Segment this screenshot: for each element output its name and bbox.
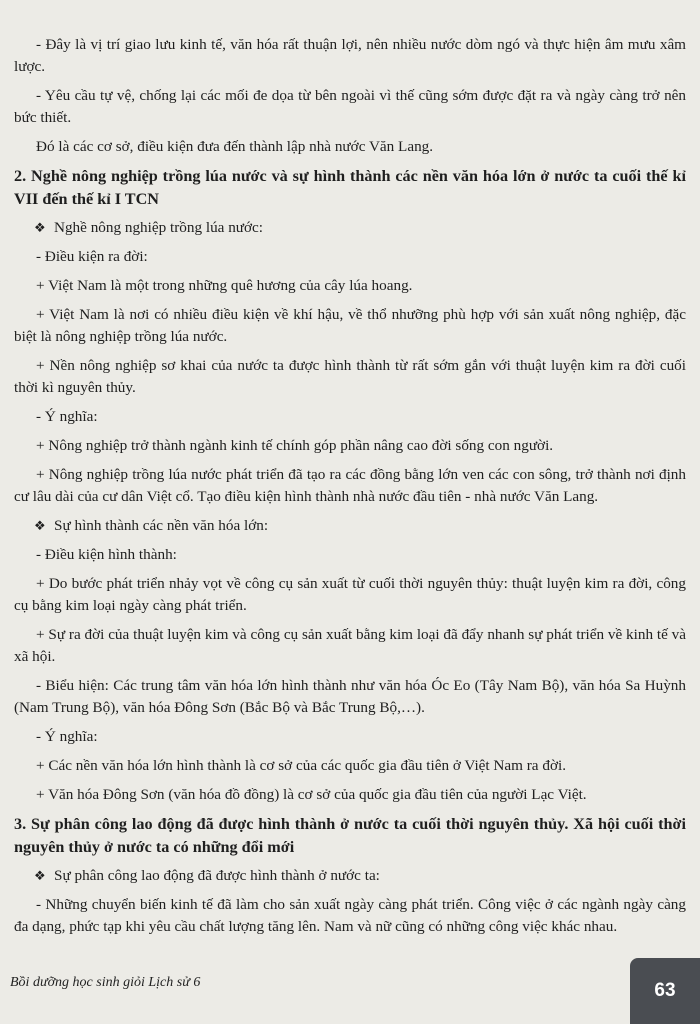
body-paragraph: + Do bước phát triển nhảy vọt về công cụ sản xuất từ cuối thời nguyên thủy: thuật luyện kim ra đời, công cụ bằng kim loại ngày càng phát triển. xyxy=(14,575,686,614)
bullet-item xyxy=(14,865,686,887)
bullet-text: Nghề nông nghiệp trồng lúa nước: xyxy=(54,219,264,236)
body-paragraph: + Nền nông nghiệp sơ khai của nước ta được hình thành từ rất sớm gắn với thuật luyện kim ra đời cuối thời kì nguyên thủy. xyxy=(14,357,686,396)
body-paragraph: - Điều kiện ra đời: xyxy=(36,248,148,265)
book-title: Bồi dưỡng học sinh giỏi Lịch sử 6 xyxy=(10,975,201,990)
body-paragraph: - Ý nghĩa: xyxy=(36,408,98,425)
body-paragraph: + Nông nghiệp trồng lúa nước phát triển đã tạo ra các đồng bằng lớn ven các con sông, trở thành nơi định cư lâu dài của cư dân Việt cổ. Tạo điều kiện hình thành nhà nước đầu tiên - nhà nước Văn Lang. xyxy=(14,466,686,505)
page-body xyxy=(14,34,686,945)
body-paragraph: - Yêu cầu tự vệ, chống lại các mối đe dọa từ bên ngoài vì thế cũng sớm được đặt ra và ngày càng trở nên bức thiết. xyxy=(14,87,686,126)
diamond-bullet-icon: ❖ xyxy=(34,868,46,883)
body-paragraph: Đó là các cơ sở, điều kiện đưa đến thành lập nhà nước Văn Lang. xyxy=(36,138,434,155)
page-number: 63 xyxy=(654,980,676,1001)
body-paragraph: + Việt Nam là nơi có nhiều điều kiện về khí hậu, về thổ nhưỡng phù hợp với sản xuất nông nghiệp, đặc biệt là nông nghiệp trồng lúa nước. xyxy=(14,306,686,345)
diamond-bullet-icon: ❖ xyxy=(34,518,46,533)
body-paragraph: + Việt Nam là một trong những quê hương của cây lúa hoang. xyxy=(36,277,413,294)
body-paragraph: + Các nền văn hóa lớn hình thành là cơ sở của các quốc gia đầu tiên ở Việt Nam ra đời. xyxy=(36,757,566,774)
body-paragraph: - Đây là vị trí giao lưu kinh tế, văn hóa rất thuận lợi, nên nhiều nước dòm ngó và thực hiện âm mưu xâm lược. xyxy=(14,36,686,75)
section-heading: 3. Sự phân công lao động đã được hình thành ở nước ta cuối thời nguyên thủy. Xã hội cuối thời nguyên thủy ở nước ta có những đổi mới xyxy=(14,815,686,856)
page-number-tab xyxy=(630,958,700,1024)
body-paragraph: + Sự ra đời của thuật luyện kim và công cụ sản xuất bằng kim loại đã đẩy nhanh sự phát triển về kinh tế và xã hội. xyxy=(14,626,686,665)
bullet-text: Sự phân công lao động đã được hình thành ở nước ta: xyxy=(54,867,380,884)
body-paragraph: - Biểu hiện: Các trung tâm văn hóa lớn hình thành như văn hóa Óc Eo (Tây Nam Bộ), văn hóa Sa Huỳnh (Nam Trung Bộ), văn hóa Đông Sơn (Bắc Bộ và Bắc Trung Bộ,…). xyxy=(14,677,686,716)
body-paragraph: - Những chuyển biến kinh tế đã làm cho sản xuất ngày càng phát triển. Công việc ở các ngành ngày càng đa dạng, phức tạp khi yêu cầu chất lượng tăng lên. Nam và nữ cũng có những công việc khác nhau. xyxy=(14,896,686,935)
body-paragraph: + Nông nghiệp trở thành ngành kinh tế chính góp phần nâng cao đời sống con người. xyxy=(36,437,554,454)
bullet-text: Sự hình thành các nền văn hóa lớn: xyxy=(54,517,269,534)
body-paragraph: - Điều kiện hình thành: xyxy=(36,546,177,563)
diamond-bullet-icon: ❖ xyxy=(34,220,46,235)
bullet-item xyxy=(14,217,686,239)
body-paragraph: + Văn hóa Đông Sơn (văn hóa đồ đồng) là cơ sở của quốc gia đầu tiên của người Lạc Việt. xyxy=(36,786,587,803)
body-paragraph: - Ý nghĩa: xyxy=(36,728,98,745)
bullet-item xyxy=(14,515,686,537)
section-heading: 2. Nghề nông nghiệp trồng lúa nước và sự hình thành các nền văn hóa lớn ở nước ta cuối thế kỉ VII đến thế kỉ I TCN xyxy=(14,167,686,208)
